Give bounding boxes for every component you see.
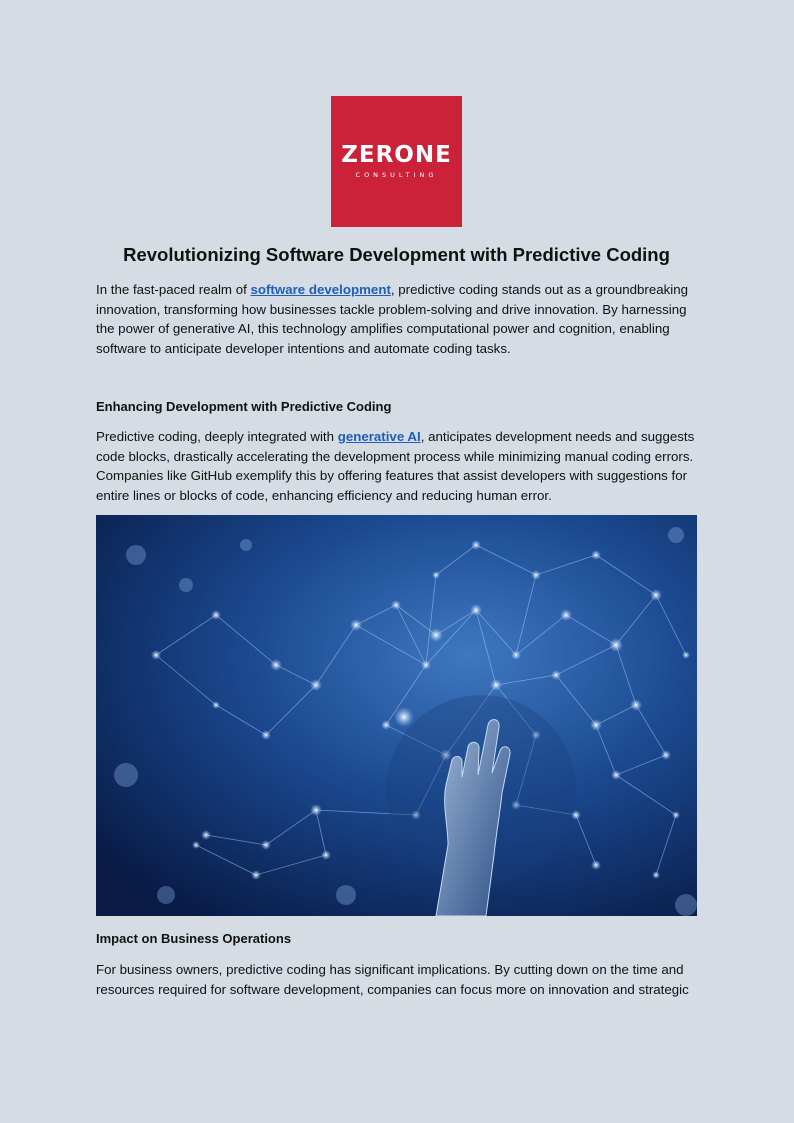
page-title: Revolutionizing Software Development with Predictive Coding (123, 244, 670, 265)
enhancing-text-before: Predictive coding, deeply integrated with (96, 429, 338, 444)
intro-paragraph (96, 280, 700, 358)
intro-text-after: , predictive coding stands out as a groundbreaking innovation, transforming how businesses tackle problem-solving and drive innovation. By harnessing the power of generative AI, this technology amplifies computational power and cognition, enabling software to anticipate developer intentions and automate coding tasks. (96, 282, 689, 356)
generative-ai-link[interactable]: generative AI (337, 429, 421, 444)
zerone-logo (331, 96, 462, 227)
section-heading-impact: Impact on Business Operations (96, 931, 292, 946)
logo-tagline: CONSULTING (355, 171, 438, 180)
logo-wordmark: ZERONE (341, 142, 452, 169)
intro-text-before: In the fast-paced realm of (96, 282, 251, 297)
software-development-link[interactable]: software development (250, 282, 391, 297)
robot-hand-network-image (96, 515, 697, 916)
impact-paragraph: For business owners, predictive coding has significant implications. By cutting down on the time and resources required for software development, companies can focus more on innovation and strategic (96, 962, 689, 997)
enhancing-text-after: , anticipates development needs and suggests code blocks, drastically accelerating the development process while minimizing manual coding errors. Companies like GitHub exemplify this by offering features that assist developers with suggestions for entire lines or blocks of code, enhancing efficiency and reducing human error. (96, 429, 695, 503)
network-illustration (96, 515, 697, 916)
enhancing-paragraph (96, 427, 700, 505)
section-heading-enhancing: Enhancing Development with Predictive Coding (96, 399, 392, 414)
